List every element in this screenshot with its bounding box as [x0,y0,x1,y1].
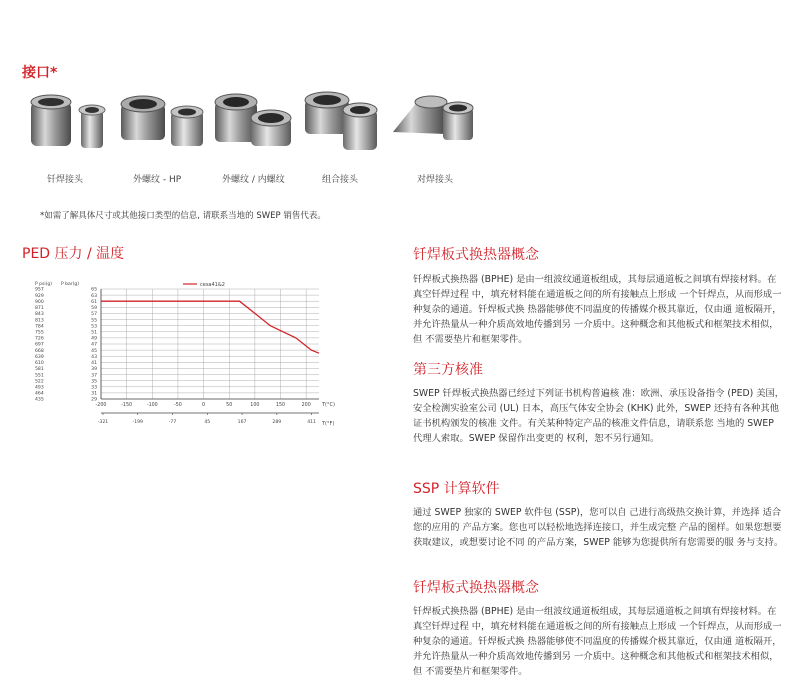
x-tick-label: -50 [174,403,182,408]
connection-label-male-thread-hp: 外螺纹 - HP [133,175,182,185]
x-tick-label: -200 [95,403,107,408]
y-tick-label-psig: 522 [35,379,44,385]
y-axis-label-psi: P psi(g) [35,282,52,287]
y-tick-label: 57 [91,312,97,318]
x-tick-label-f: -77 [168,420,177,425]
x-tick-label: -100 [146,403,158,408]
x-tick-label: 50 [226,403,233,408]
y-tick-label-psig: 581 [35,367,44,373]
y-tick-label: 37 [91,373,97,379]
brazed-connection-icon [31,95,105,148]
connection-label-combi: 组合接头 [322,175,359,185]
x-tick-label-f: 45 [204,420,211,425]
y-tick-label: 33 [91,385,97,391]
section-body-ssp: 通过 SWEP 独家的 SWEP 软件包 (SSP)，您可以自 己进行高级热交换计算，并选择 适合您的应用的 产品方案。您也可以轻松地选择连接口，并生成完整 产品的图样。如果您想要获取建议，或想要讨论不同 的产品方案，SWEP 能够为您提供所有您需要的服 务与支持。 [413,507,784,548]
y-tick-label-psig: 668 [35,348,44,354]
x-tick-label-f: 411 [307,420,316,425]
connection-label-male-female-thread: 外螺纹 / 内螺纹 [222,175,285,185]
section-title-bphe: 钎焊板式换热器概念 [413,247,539,263]
connections-image [25,92,475,162]
y-tick-label: 29 [91,397,97,403]
y-tick-label: 53 [91,324,97,330]
x-tick-label: 100 [250,403,260,408]
y-tick-label-psig: 726 [35,336,44,342]
x-tick-label: -150 [121,403,133,408]
male-female-thread-icon [215,94,291,146]
section-title-bphe-2: 钎焊板式换热器概念 [413,580,539,596]
x-tick-label: 150 [275,403,286,408]
connections-title: 接口* [22,65,58,81]
x-axis-label-c: T(°C) [322,402,335,408]
y-tick-label: 45 [91,348,97,354]
combi-connection-icon [305,92,377,150]
connections-footnote: *如需了解具体尺寸或其他接口类型的信息, 请联系当地的 SWEP 销售代表。 [40,211,326,221]
y-tick-label-psig: 464 [35,391,44,397]
y-tick-label-psig: 843 [35,312,44,318]
y-tick-label: 35 [91,379,97,385]
chart-grid [101,289,319,399]
y-tick-label: 59 [91,306,97,312]
section-title-approvals: 第三方核准 [413,362,483,378]
y-tick-label-psig: 551 [35,373,44,379]
y-tick-label: 65 [91,287,97,293]
y-tick-label: 55 [91,318,97,324]
x-tick-label-f: -321 [97,420,109,425]
y-tick-label-psig: 493 [35,385,44,391]
legend-label: cesa41&2 [200,282,225,288]
male-thread-hp-icon [121,96,203,146]
section-body-bphe-2: 钎焊板式换热器 (BPHE) 是由一组波纹通道板组成，其每层通道板之间填有焊接材料。在真空钎焊过程 中，填充材料能在通道板之间的所有接触点上形成 一个钎焊点，从而形成一种复杂的通道。钎焊板式换 热器能够使不同温度的传播媒介极其靠近，仅由通 道板隔开，并允许热量从一种介质高效地传播到另 一介质中。这种概念和其他板式和框架技术相似，但 不需要垫片和框架零件。 [413,606,782,677]
y-tick-label-psig: 435 [35,397,44,403]
y-tick-label-psig: 929 [35,293,44,299]
welding-connection-icon [393,96,473,140]
series-line-cesa41 [101,301,319,353]
section-title-ssp: SSP 计算软件 [413,481,500,497]
y-tick-label-psig: 813 [35,318,44,324]
section-body-bphe: 钎焊板式换热器 (BPHE) 是由一组波纹通道板组成，其每层通道板之间填有焊接材料。在真空钎焊过程 中，填充材料能在通道板之间的所有接触点上形成 一个钎焊点，从而形成一种复杂的通道。钎焊板式换 热器能够使不同温度的传播媒介极其靠近，仅由通 道板隔开，并允许热量从一种介质高效地传播到另 一介质中。这种概念和其他板式和框架技术相似，但 不需要垫片和框架零件。 [413,274,782,345]
y-tick-label-psig: 871 [35,306,44,312]
y-tick-label: 43 [91,354,97,360]
x-tick-label-f: 289 [272,420,282,425]
ped-chart [25,263,335,433]
y-tick-label-psig: 784 [35,324,44,330]
y-tick-label: 61 [91,299,97,305]
y-tick-label: 47 [91,342,97,348]
y-tick-label: 49 [91,336,97,342]
connection-label-welding: 对焊接头 [417,175,454,185]
x-axis-label-f: T(°F) [322,421,335,427]
y-tick-label-psig: 639 [35,354,44,360]
x-tick-label-f: 167 [237,420,247,425]
y-tick-label: 63 [91,293,97,299]
y-tick-label: 41 [91,361,97,367]
y-tick-label-psig: 610 [35,361,44,367]
x-tick-label: 200 [301,403,311,408]
section-body-approvals: SWEP 钎焊板式换热器已经过下列证书机构普遍核 准：欧洲、承压设备指令 (PED) 美国，安全检测实验室公司 (UL) 日本，高压气体安全协会 (KHK) 此外，SWEP 还持有各种其他证书机构颁发的核准 文件。有关某种特定产品的核准文件信息，请联系您 当地的 SWEP 代理人索取。SWEP 保留作出变更的 权利，恕不另行通知。 [413,388,785,444]
y-axis-label-bar: P bar(g) [61,282,79,287]
y-tick-label-psig: 957 [35,287,44,293]
x-tick-label: 0 [202,403,206,408]
y-tick-label: 31 [91,391,97,397]
y-tick-label-psig: 697 [35,342,44,348]
y-tick-label-psig: 900 [35,299,44,305]
y-tick-label-psig: 755 [35,330,44,336]
y-tick-label: 39 [91,367,97,373]
x-tick-label-f: -199 [132,420,143,425]
ped-title: PED 压力 / 温度 [22,246,125,262]
y-tick-label: 51 [91,330,97,336]
connection-label-brazed: 钎焊接头 [47,175,84,185]
